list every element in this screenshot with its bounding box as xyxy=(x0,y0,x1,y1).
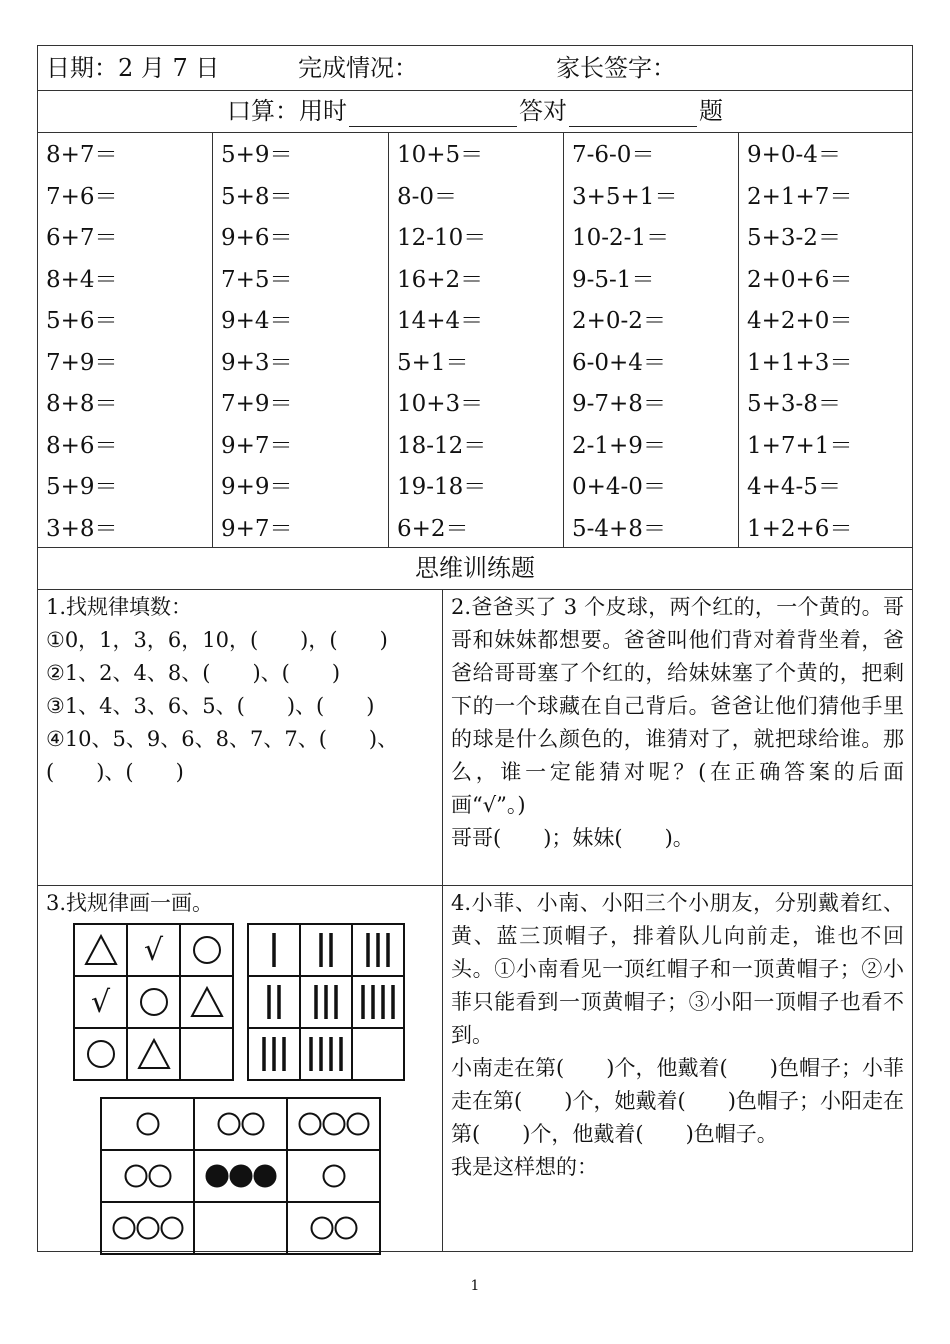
arith-item: 9+7＝ xyxy=(221,432,293,459)
arith-column-2 xyxy=(212,132,388,547)
arith-item: 2+1+7＝ xyxy=(747,183,853,210)
triangle-icon xyxy=(189,984,225,1020)
check-icon: √ xyxy=(90,984,111,1020)
arith-column-4 xyxy=(563,132,738,547)
arith-item: 6-0+4＝ xyxy=(572,349,666,376)
worksheet xyxy=(37,45,913,1252)
pattern-cell xyxy=(248,924,300,976)
sticks-icon xyxy=(264,983,284,1021)
question-row-1 xyxy=(38,589,912,886)
triangle-icon xyxy=(136,1036,172,1072)
arith-item: 9+3＝ xyxy=(221,349,293,376)
pattern-cell xyxy=(194,1150,287,1202)
date-label: 日期：2 月 7 日 xyxy=(46,54,220,82)
circle-mark xyxy=(335,1218,356,1239)
pattern-cell xyxy=(352,976,404,1028)
circle-mark xyxy=(323,1114,344,1135)
page-number: 1 xyxy=(470,1278,480,1294)
correct-label: 答对 xyxy=(519,97,567,125)
arith-item: 18-12＝ xyxy=(397,432,487,459)
circle-mark xyxy=(254,1166,275,1187)
check-icon: √ xyxy=(143,932,164,968)
pattern-cell xyxy=(300,924,352,976)
q4-text: 4.小菲、小南、小阳三个小朋友，分别戴着红、黄、蓝三顶帽子，排着队儿向前走，谁也不回头。①小南看见一顶红帽子和一顶黄帽子；②小菲只能看到一顶黄帽子；③小阳一顶帽子也看不到。 xyxy=(451,891,904,1047)
arith-item: 1+2+6＝ xyxy=(747,515,853,542)
circle-mark xyxy=(137,1218,158,1239)
circles-icon xyxy=(310,1215,358,1241)
question-row-2 xyxy=(38,885,912,1251)
arith-item: 8+4＝ xyxy=(46,266,118,293)
pattern-cell xyxy=(180,924,233,976)
thinking-section-title: 思维训练题 xyxy=(38,547,912,590)
arith-column-5 xyxy=(738,132,912,547)
arith-item: 2+0-2＝ xyxy=(572,308,666,334)
pattern-cell xyxy=(287,1150,380,1202)
arith-item: 4+2+0＝ xyxy=(747,308,853,334)
arith-item: 6+7＝ xyxy=(46,225,118,251)
question-3 xyxy=(38,885,442,1251)
arith-item: 6+2＝ xyxy=(397,515,469,542)
circle-mark xyxy=(299,1114,320,1135)
pattern-cell xyxy=(74,924,127,976)
q1-line-2: ②1、2、4、8、( )、( ) xyxy=(46,661,341,685)
q1-title: 1.找规律填数： xyxy=(46,595,193,619)
circle-mark xyxy=(125,1166,146,1187)
arith-item: 8+6＝ xyxy=(46,432,118,459)
arith-item: 5+1＝ xyxy=(397,349,469,376)
arith-item: 8-0＝ xyxy=(397,183,458,210)
sticks-icon xyxy=(311,983,341,1021)
pattern-cell xyxy=(101,1202,194,1254)
circle-pattern-grid xyxy=(100,1097,381,1255)
question-4 xyxy=(442,885,912,1251)
circle-mark xyxy=(113,1218,134,1239)
circles-icon xyxy=(136,1111,160,1137)
pattern-cell xyxy=(194,1098,287,1150)
arith-column-3 xyxy=(388,132,563,547)
arith-column-1 xyxy=(38,132,212,547)
arith-item: 2+0+6＝ xyxy=(747,266,853,293)
arith-item: 5+6＝ xyxy=(46,308,118,334)
sticks-icon xyxy=(358,983,398,1021)
circles-icon xyxy=(217,1111,265,1137)
q1-line-5: ( )、( ) xyxy=(46,760,184,784)
sticks-icon xyxy=(306,1035,346,1073)
arith-item: 1+7+1＝ xyxy=(747,432,853,459)
arith-item: 9+6＝ xyxy=(221,225,293,251)
q4-blanks: 小南走在第( )个，他戴着( )色帽子；小菲走在第( )个，她戴着( )色帽子；小阳走在第( )个，他戴着( )色帽子。 xyxy=(451,1056,904,1146)
arith-item: 16+2＝ xyxy=(397,266,484,293)
pattern-cell xyxy=(101,1098,194,1150)
arith-item: 8+7＝ xyxy=(46,142,118,168)
arith-item: 5+9＝ xyxy=(221,142,293,168)
circle-mark xyxy=(347,1114,368,1135)
pattern-cell xyxy=(74,976,127,1028)
symbol-pattern-grid xyxy=(73,923,234,1081)
time-blank xyxy=(349,98,517,127)
circle-mark xyxy=(137,1114,158,1135)
sticks-icon xyxy=(316,931,336,969)
pattern-cell xyxy=(287,1098,380,1150)
q1-line-3: ③1、4、3、6、5、( )、( ) xyxy=(46,694,375,718)
arith-item: 5-4+8＝ xyxy=(572,515,666,542)
pattern-cell[interactable] xyxy=(180,1028,233,1080)
arith-item: 2-1+9＝ xyxy=(572,432,666,459)
circle-mark xyxy=(323,1166,344,1187)
circle-mark xyxy=(149,1166,170,1187)
pattern-cell xyxy=(127,1028,180,1080)
status-label: 完成情况： xyxy=(298,54,418,82)
sticks-icon xyxy=(259,1035,289,1073)
arith-item: 5+9＝ xyxy=(46,474,118,500)
pattern-cell xyxy=(300,976,352,1028)
q2-text: 2.爸爸买了 3 个皮球，两个红的，一个黄的。哥哥和妹妹都想要。爸爸叫他们背对着背坐着，爸爸给哥哥塞了个红的，给妹妹塞了个黄的，把剩下的一个球藏在自己背后。爸爸让他们猜他手里的球是什么颜色的，谁猜对了，就把球给谁。那么，谁一定能猜对呢？(在正确答案的后面画“√”。) xyxy=(451,595,904,817)
arith-item: 5+8＝ xyxy=(221,183,293,210)
arith-item: 3+5+1＝ xyxy=(572,183,678,210)
arith-item: 10+5＝ xyxy=(397,142,484,168)
q2-answer: 哥哥( )；妹妹( )。 xyxy=(451,826,694,850)
arith-item: 5+3-8＝ xyxy=(747,391,841,417)
triangle-icon xyxy=(83,932,119,968)
stick-pattern-grid xyxy=(247,923,405,1081)
arith-item: 4+4-5＝ xyxy=(747,474,841,500)
correct-blank xyxy=(569,98,697,127)
q1-line-1: ①0，1，3，6，10，( )，( ) xyxy=(46,628,388,652)
q1-line-4: ④10、5、9、6、8、7、7、( )、 xyxy=(46,727,399,751)
sticks-icon xyxy=(363,931,393,969)
arith-item: 9+7＝ xyxy=(221,515,293,542)
question-2 xyxy=(442,589,912,885)
pattern-cell[interactable] xyxy=(194,1202,287,1254)
arith-item: 1+1+3＝ xyxy=(747,349,853,376)
arith-item: 14+4＝ xyxy=(397,308,484,334)
arith-item: 9+9＝ xyxy=(221,474,293,500)
circle-icon xyxy=(84,1037,118,1071)
pattern-cell xyxy=(248,976,300,1028)
pattern-cell xyxy=(300,1028,352,1080)
arith-item: 7+6＝ xyxy=(46,183,118,210)
pattern-cell[interactable] xyxy=(352,1028,404,1080)
header-row xyxy=(38,46,912,91)
pattern-cell xyxy=(101,1150,194,1202)
arith-item: 0+4-0＝ xyxy=(572,474,666,500)
arith-item: 9+0-4＝ xyxy=(747,142,841,168)
arith-item: 9-7+8＝ xyxy=(572,391,666,417)
arith-item: 3+8＝ xyxy=(46,515,118,542)
arith-item: 8+8＝ xyxy=(46,391,118,417)
q3-title: 3.找规律画一画。 xyxy=(46,891,214,915)
pattern-cell xyxy=(127,976,180,1028)
mental-math-timer-row xyxy=(38,90,912,133)
circles-icon xyxy=(112,1215,184,1241)
pattern-cell xyxy=(287,1202,380,1254)
arith-item: 7+5＝ xyxy=(221,266,293,293)
pattern-cell xyxy=(180,976,233,1028)
q4-thinking-label: 我是这样想的： xyxy=(451,1155,598,1179)
circle-mark xyxy=(311,1218,332,1239)
arith-item: 10+3＝ xyxy=(397,391,484,417)
arith-item: 7+9＝ xyxy=(46,349,118,376)
circles-icon xyxy=(298,1111,370,1137)
circle-mark xyxy=(218,1114,239,1135)
circle-mark xyxy=(242,1114,263,1135)
parent-sign-label: 家长签字： xyxy=(556,54,676,82)
pattern-cell xyxy=(248,1028,300,1080)
arith-item: 9+4＝ xyxy=(221,308,293,334)
question-1 xyxy=(38,589,442,885)
circles-icon xyxy=(124,1163,172,1189)
circle-icon xyxy=(190,933,224,967)
filled-circles-icon xyxy=(205,1163,277,1189)
arith-item: 9-5-1＝ xyxy=(572,266,655,293)
arith-item: 10-2-1＝ xyxy=(572,225,670,251)
arithmetic-grid xyxy=(38,132,912,548)
circles-icon xyxy=(322,1163,346,1189)
pattern-cell xyxy=(127,924,180,976)
sticks-icon xyxy=(269,931,279,969)
arith-item: 19-18＝ xyxy=(397,474,487,500)
arith-item: 5+3-2＝ xyxy=(747,225,841,251)
pattern-cell xyxy=(352,924,404,976)
circle-mark xyxy=(206,1166,227,1187)
circle-mark xyxy=(230,1166,251,1187)
timer-label: 口算：用时 xyxy=(227,97,347,125)
arith-item: 12-10＝ xyxy=(397,225,487,251)
questions-label: 题 xyxy=(699,97,723,125)
circle-mark xyxy=(161,1218,182,1239)
circle-icon xyxy=(137,985,171,1019)
arith-item: 7-6-0＝ xyxy=(572,142,655,168)
arith-item: 7+9＝ xyxy=(221,391,293,417)
pattern-cell xyxy=(74,1028,127,1080)
